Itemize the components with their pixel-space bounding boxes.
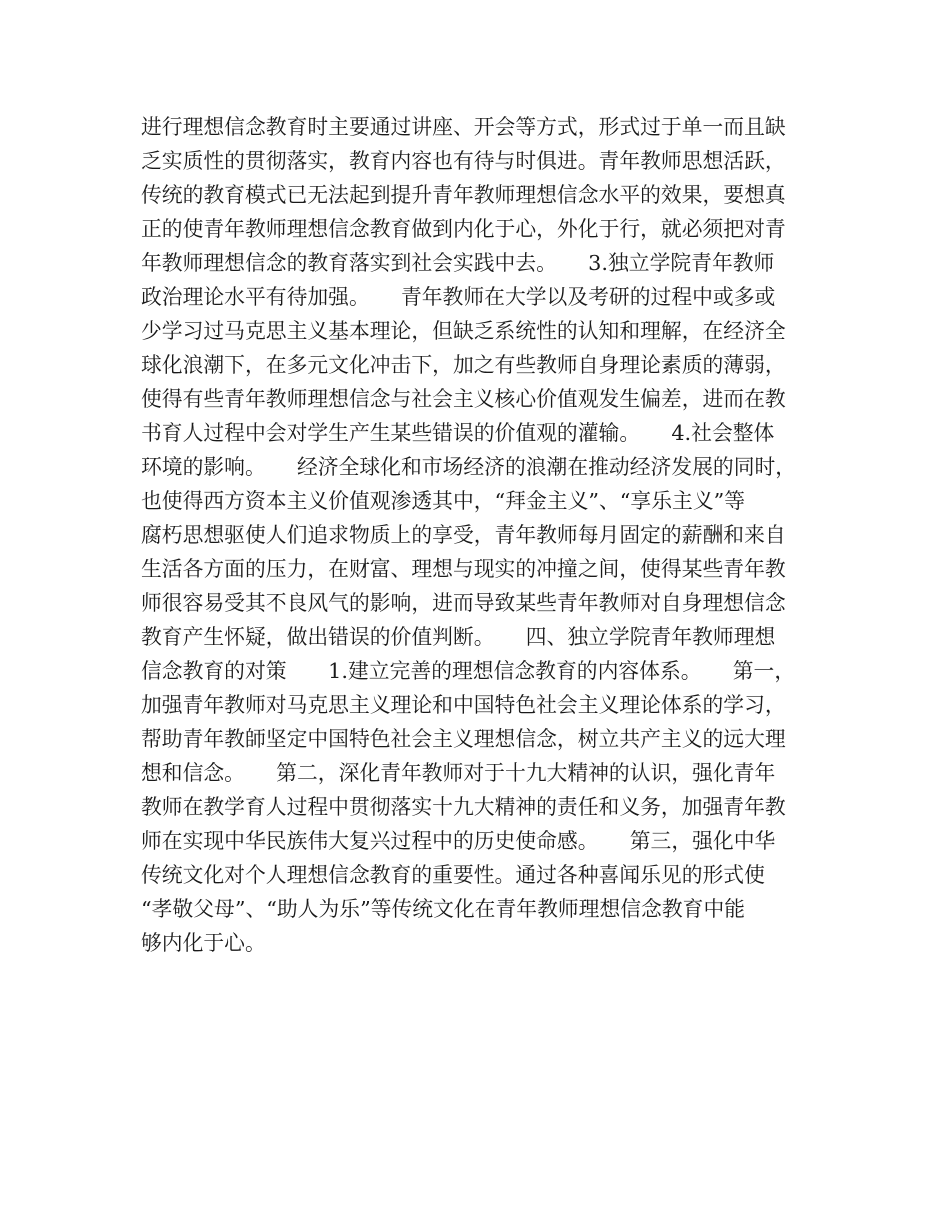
text-line: 使得有些青年教师理想信念与社会主义核心价值观发生偏差，进而在教 [141, 387, 786, 411]
text-line: 教师在教学育人过程中贯彻落实十九大精神的责任和义务，加强青年教 [141, 795, 786, 819]
text-line: 够内化于心。 [141, 931, 266, 955]
text-line: 也使得西方资本主义价值观渗透其中，“拜金主义”、“享乐主义”等 [141, 489, 746, 513]
text-line: 想和信念。 第二，深化青年教师对于十九大精神的认识，强化青年 [141, 761, 776, 785]
text-line: 师在实现中华民族伟大复兴过程中的历史使命感。 第三，强化中华 [141, 829, 776, 853]
text-line: “孝敬父母”、“助人为乐”等传统文化在青年教师理想信念教育中能 [141, 897, 746, 921]
text-line: 少学习过马克思主义基本理论，但缺乏系统性的认知和理解，在经济全 [141, 319, 786, 343]
text-line: 信念教育的对策 1.建立完善的理想信念教育的内容体系。 第一， [141, 659, 796, 683]
text-line: 帮助青年教師坚定中国特色社会主义理想信念，树立共产主义的远大理 [141, 727, 786, 751]
text-line: 进行理想信念教育时主要通过讲座、开会等方式，形式过于单一而且缺 [141, 115, 786, 139]
text-line: 传统文化对个人理想信念教育的重要性。通过各种喜闻乐见的形式使 [141, 863, 765, 887]
text-line: 教育产生怀疑，做出错误的价值判断。 四、独立学院青年教师理想 [141, 625, 776, 649]
text-line: 年教师理想信念的教育落实到社会实践中去。 3.独立学院青年教师 [141, 251, 775, 275]
body-text [141, 110, 821, 960]
text-line: 传统的教育模式已无法起到提升青年教师理想信念水平的效果，要想真 [141, 183, 786, 207]
text-line: 正的使青年教师理想信念教育做到内化于心，外化于行，就必须把对青 [141, 217, 786, 241]
text-line: 书育人过程中会对学生产生某些错误的价值观的灌输。 4.社会整体 [141, 421, 775, 445]
text-line: 加强青年教师对马克思主义理论和中国特色社会主义理论体系的学习， [141, 693, 786, 717]
text-line: 政治理论水平有待加强。 青年教师在大学以及考研的过程中或多或 [141, 285, 776, 309]
text-line: 乏实质性的贯彻落实，教育内容也有待与时俱进。青年教师思想活跃， [141, 149, 786, 173]
text-line: 环境的影响。 经济全球化和市场经济的浪潮在推动经济发展的同时， [141, 455, 797, 479]
text-line: 球化浪潮下，在多元文化冲击下，加之有些教师自身理论素质的薄弱， [141, 353, 786, 377]
text-line: 师很容易受其不良风气的影响，进而导致某些青年教师对自身理想信念 [141, 591, 786, 615]
text-line: 生活各方面的压力，在财富、理想与现实的冲撞之间，使得某些青年教 [141, 557, 786, 581]
text-line: 腐朽思想驱使人们追求物质上的享受，青年教师每月固定的薪酬和来自 [141, 523, 786, 547]
